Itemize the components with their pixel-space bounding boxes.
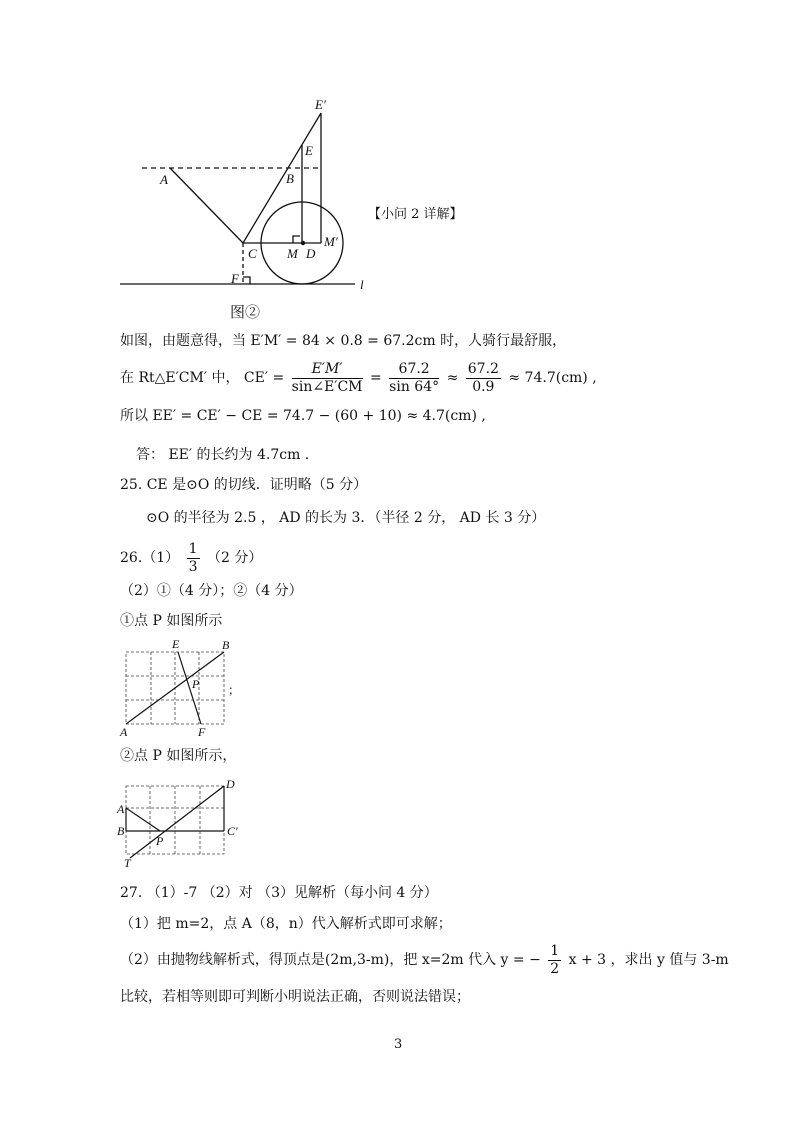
frac3-den: 0.9 bbox=[472, 378, 495, 395]
segment-AP bbox=[126, 808, 160, 831]
grid2-label-T: T bbox=[124, 856, 131, 868]
frac1-den: sin∠E′CM bbox=[291, 378, 363, 395]
q27-line4: 比较，若相等则即可判断小明说法正确，否则说法错误； bbox=[120, 989, 470, 1005]
frac1-num: E′M′ bbox=[292, 361, 363, 379]
label-D: D bbox=[306, 246, 316, 261]
segment-CE-prime bbox=[243, 113, 321, 243]
q24-line2 bbox=[120, 359, 597, 397]
frac3-num: 67.2 bbox=[467, 360, 499, 377]
q24-line1: 如图，由题意得，当 E′M′ = 84 × 0.8 = 67.2cm 时，人骑行最舒服， bbox=[120, 333, 567, 349]
fraction-one-third bbox=[187, 541, 200, 576]
page-number: 3 bbox=[394, 1037, 403, 1052]
q26-line4: ②点 P 如图所示， bbox=[120, 748, 237, 764]
q27-frac-den: 2 bbox=[550, 960, 560, 977]
grid-figure-2 bbox=[116, 776, 246, 868]
equals-sign: = bbox=[369, 370, 382, 386]
q26-line2: （2）①（4 分）；②（4 分） bbox=[120, 583, 303, 599]
fraction-one-half bbox=[548, 943, 561, 978]
q27-line2: （1）把 m=2，点 A（8，n）代入解析式即可求解； bbox=[120, 916, 452, 932]
label-l: l bbox=[360, 277, 364, 292]
right-angle-F bbox=[243, 277, 250, 284]
q24-line2-suffix: ≈ 74.7(cm) , bbox=[508, 370, 597, 386]
q26-frac-num: 1 bbox=[188, 540, 198, 557]
q27-line3 bbox=[120, 942, 729, 978]
label-E-prime: E′ bbox=[315, 97, 326, 112]
fraction-672-over-09 bbox=[466, 361, 501, 396]
grid1-label-F: F bbox=[198, 725, 206, 739]
q26-frac-den: 3 bbox=[188, 558, 198, 575]
q27-frac-num: 1 bbox=[550, 942, 560, 959]
grid-figure-1 bbox=[118, 636, 248, 740]
grid1-label-P: P bbox=[192, 677, 200, 691]
grid2-label-C: C′ bbox=[227, 824, 238, 838]
q26-line1-suffix: （2 分） bbox=[207, 550, 263, 566]
grid1-label-E: E bbox=[172, 637, 180, 651]
grid2-label-D: D bbox=[226, 777, 235, 791]
label-E: E bbox=[305, 143, 313, 158]
label-C: C bbox=[248, 246, 257, 261]
q24-answer: 答： EE′ 的长约为 4.7cm . bbox=[136, 447, 310, 463]
point-D bbox=[301, 241, 305, 245]
figure-2-diagram bbox=[110, 95, 380, 295]
figure-2-caption: 图② bbox=[230, 303, 261, 321]
fraction-672-over-sin64 bbox=[389, 361, 439, 396]
q25-line1: 25. CE 是⊙O 的切线．证明略（5 分） bbox=[120, 477, 368, 493]
q25-line2: ⊙O 的半径为 2.5 ， AD 的长为 3．（半径 2 分， AD 长 3 分） bbox=[146, 510, 546, 526]
q24-line2-prefix: 在 Rt△E′CM′ 中， CE′ = bbox=[120, 370, 285, 386]
grid1-semicolon: ； bbox=[228, 683, 241, 697]
segment-AC bbox=[170, 168, 243, 243]
q26-line1 bbox=[120, 540, 262, 576]
right-angle-M bbox=[293, 236, 300, 243]
label-A: A bbox=[160, 172, 168, 187]
grid2-label-A: A bbox=[117, 802, 125, 816]
label-B: B bbox=[286, 171, 294, 186]
fraction-em-over-sin bbox=[292, 361, 363, 396]
q24-line3: 所以 EE′ = CE′ − CE = 74.7 − (60 + 10) ≈ 4.7(cm) , bbox=[120, 408, 486, 424]
label-F: F bbox=[231, 271, 239, 286]
grid1-label-B: B bbox=[222, 638, 230, 652]
grid2-label-B: B bbox=[117, 824, 125, 838]
frac2-den: sin 64° bbox=[389, 378, 440, 395]
q26-line3: ①点 P 如图所示 bbox=[120, 613, 223, 629]
side-note: 【小问 2 详解】 bbox=[368, 207, 463, 222]
grid2-label-P: P bbox=[156, 834, 164, 848]
label-M: M bbox=[287, 246, 298, 261]
q27-line1: 27. （1）-7 （2）对 （3）见解析（每小问 4 分） bbox=[120, 885, 438, 901]
q26-line1-prefix: 26.（1） bbox=[120, 550, 180, 566]
q27-line3-prefix: （2）由抛物线解析式，得顶点是(2m,3-m)，把 x=2m 代入 y = − bbox=[120, 952, 541, 968]
grid1-label-A: A bbox=[120, 725, 128, 739]
label-M-prime: M′ bbox=[324, 234, 338, 249]
approx-sign: ≈ bbox=[446, 370, 459, 386]
frac2-num: 67.2 bbox=[389, 361, 439, 379]
segment-TD bbox=[130, 786, 224, 858]
q27-line3-suffix: x + 3 ，求出 y 值与 3-m bbox=[568, 952, 729, 968]
